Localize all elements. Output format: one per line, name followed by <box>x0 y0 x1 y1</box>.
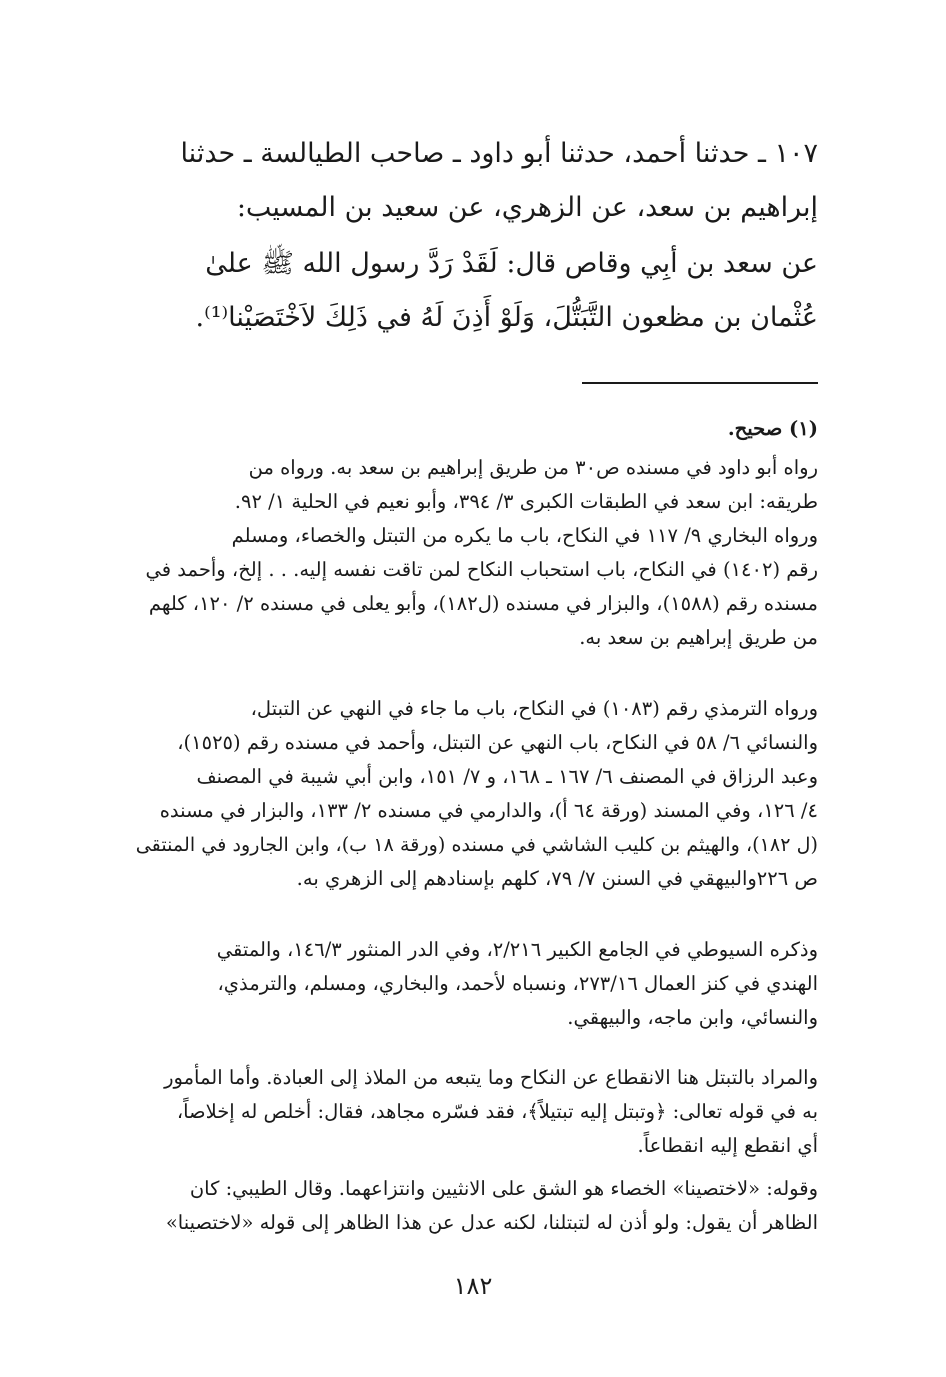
footnote-line: رواه أبو داود في مسنده ص٣٠ من طريق إبراهيم بن سعد به. ورواه من <box>248 456 818 479</box>
matn-line: عُثْمان بن مظعون التَّبَتُّلَ، وَلَوْ أَذِنَ لَهُ في ذَلِكَ لاَخْتَصَيْنا⁽¹⁾. <box>195 302 818 333</box>
footnote-line: أي انقطع إليه انقطاعاً. <box>637 1134 818 1157</box>
footnote-paragraph-4 <box>128 1061 818 1163</box>
hadith-isnad <box>128 127 818 235</box>
footnote-line: رقم (١٤٠٢) في النكاح، باب استحباب النكاح لمن تاقت نفسه إليه. . . إلخ، وأحمد في <box>145 558 818 581</box>
footnote-heading <box>128 412 818 446</box>
footnote-line: والمراد بالتبتل هنا الانقطاع عن النكاح وما يتبعه من الملاذ إلى العبادة. وأما المأمور <box>164 1066 818 1089</box>
footnote-line: (ل ١٨٢)، والهيثم بن كليب الشاشي في مسنده (ورقة ١٨ ب)، وابن الجارود في المنتقى <box>135 833 818 856</box>
footnote-line: ٤/ ١٢٦، وفي المسند (ورقة ٦٤ أ)، والدارمي في مسنده ٢/ ١٣٣، والبزار في مسنده <box>159 799 818 822</box>
footnote-line: والنسائي، وابن ماجه، والبيهقي. <box>567 1006 818 1029</box>
footnote-line: والنسائي ٦/ ٥٨ في النكاح، باب النهي عن التبتل، وأحمد في مسنده رقم (١٥٢٥)، <box>177 731 818 754</box>
footnote-line: وعبد الرزاق في المصنف ٦/ ١٦٧ ـ ١٦٨، و ٧/ ١٥١، وابن أبي شيبة في المصنف <box>196 765 818 788</box>
footnote-paragraph-3 <box>128 933 818 1035</box>
footnote-line: وذكره السيوطي في الجامع الكبير ٢/٢١٦، وفي الدر المنثور ١٤٦/٣، والمتقي <box>216 938 818 961</box>
matn-line: عن سعد بن أبِي وقاص قال: لَقَدْ رَدَّ رسول الله ﷺ علىٰ <box>205 248 818 279</box>
footnote-line: ورواه الترمذي رقم (١٠٨٣) في النكاح، باب ما جاء في النهي عن التبتل، <box>250 697 818 720</box>
hadith-matn <box>128 237 818 345</box>
footnote-line: به في قوله تعالى: ﴿وتبتل إليه تبتيلاً﴾، فقد فسّره مجاهد، فقال: أخلص له إخلاصاً، <box>176 1100 818 1123</box>
isnad-line: ١٠٧ ـ حدثنا أحمد، حدثنا أبو داود ـ صاحب الطيالسة ـ حدثنا <box>180 138 818 169</box>
footnote-line: طريقه: ابن سعد في الطبقات الكبرى ٣/ ٣٩٤، وأبو نعيم في الحلية ١/ ٩٢. <box>234 490 818 513</box>
footnote-line: ص ٢٢٦والبيهقي في السنن ٧/ ٧٩، كلهم بإسنادهم إلى الزهري به. <box>296 867 818 890</box>
footnote-paragraph-1 <box>128 451 818 655</box>
footnote-line: الهندي في كنز العمال ٢٧٣/١٦، ونسباه لأحمد، والبخاري، ومسلم، والترمذي، <box>217 972 818 995</box>
isnad-line: إبراهيم بن سعد، عن الزهري، عن سعيد بن المسيب: <box>236 192 818 223</box>
footnote-line: ورواه البخاري ٩/ ١١٧ في النكاح، باب ما يكره من التبتل والخصاء، ومسلم <box>231 524 818 547</box>
footnote-divider <box>582 382 818 384</box>
footnote-line: مسنده رقم (١٥٨٨)، والبزار في مسنده (ل١٨٢)، وأبو يعلى في مسنده ٢/ ١٢٠، كلهم <box>148 592 818 615</box>
footnote-grade: (١) صحيح. <box>727 417 818 440</box>
footnote-paragraph-5 <box>128 1172 818 1240</box>
page-number: ١٨٢ <box>453 1272 493 1300</box>
footnote-line: من طريق إبراهيم بن سعد به. <box>579 626 818 649</box>
footnote-paragraph-2 <box>128 692 818 896</box>
footnote-line: وقوله: «لاختصينا» الخصاء هو الشق على الانثيين وانتزاعهما. وقال الطيبي: كان <box>189 1177 818 1200</box>
footnote-line: الظاهر أن يقول: ولو أذن له لتبتلنا، لكنه عدل عن هذا الظاهر إلى قوله «لاختصينا» <box>165 1211 818 1234</box>
